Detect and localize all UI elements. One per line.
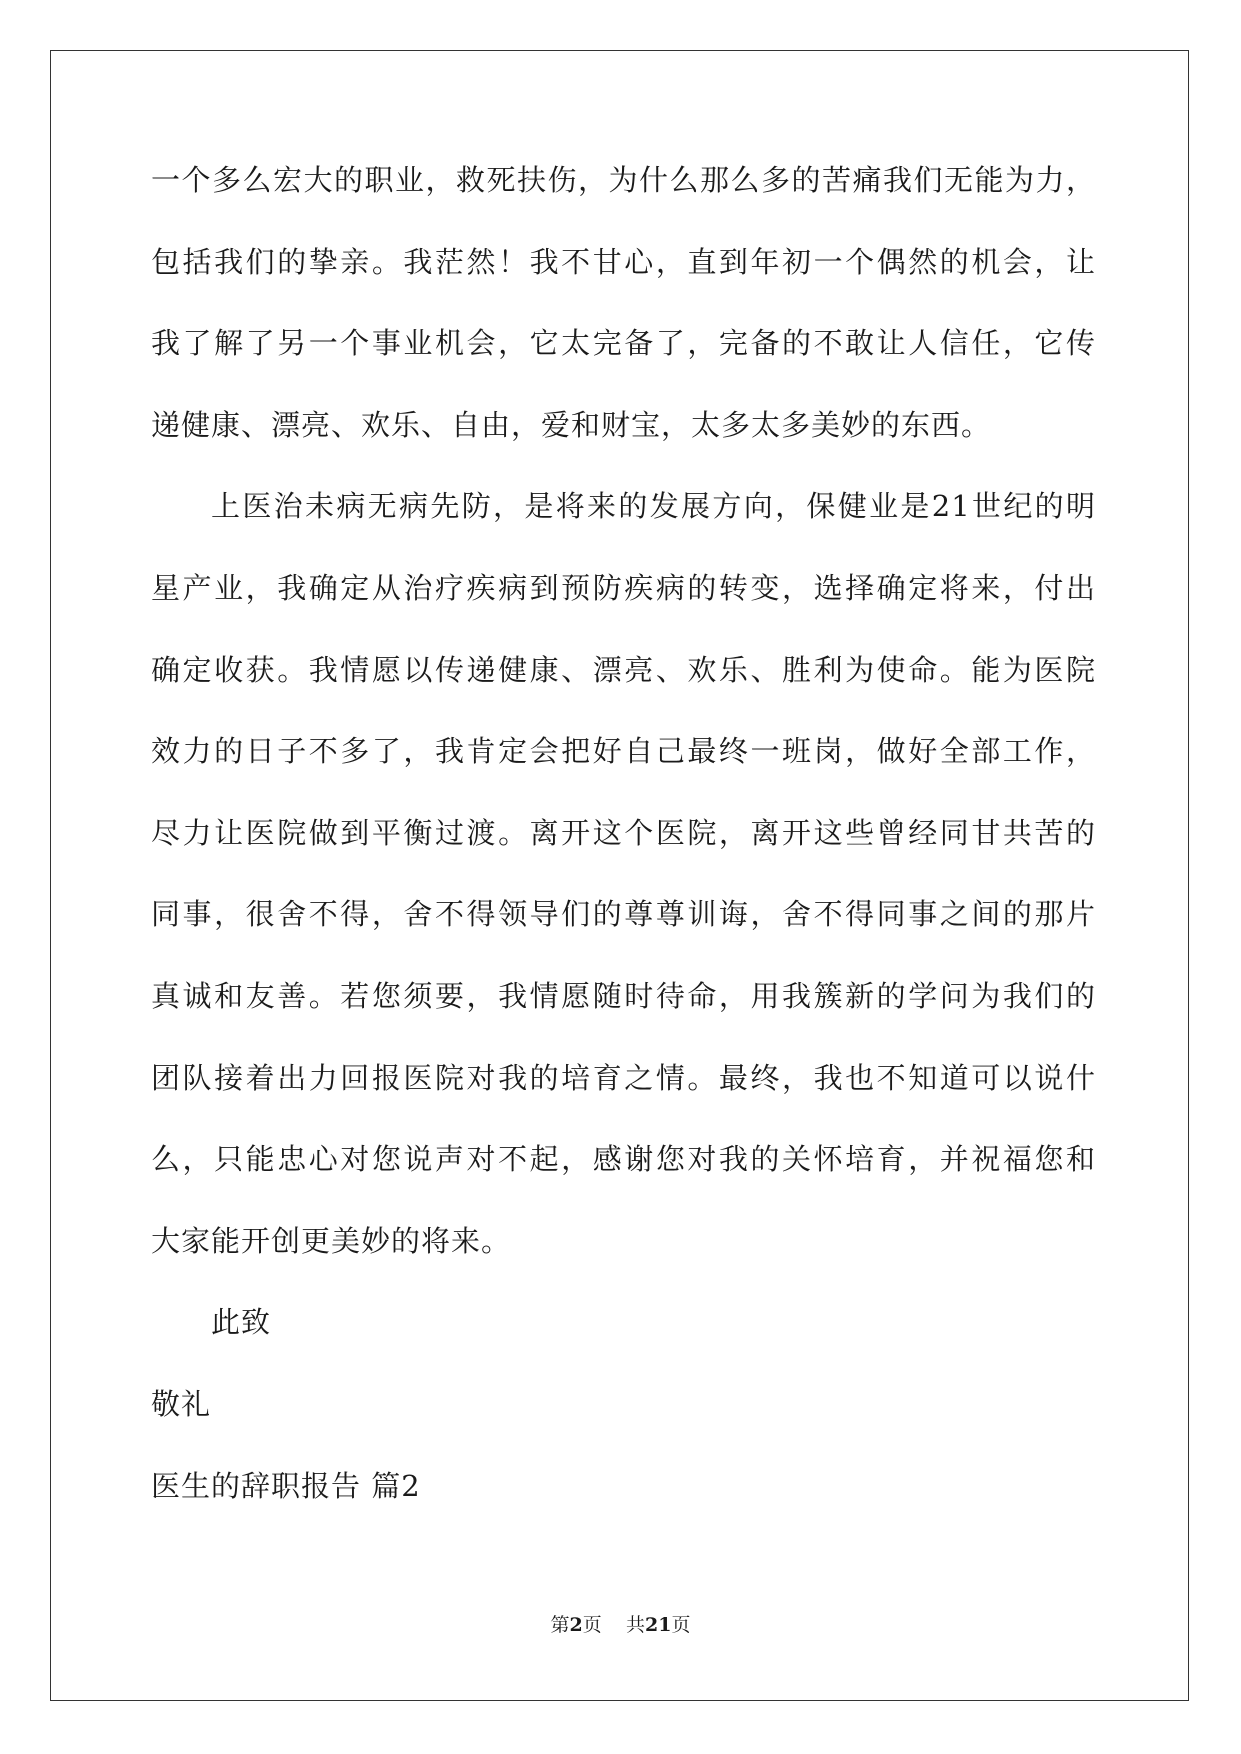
text-line: 递健康、漂亮、欢乐、自由，爱和财宝，太多太多美妙的东西。 — [151, 407, 992, 442]
page-footer — [0, 1610, 1241, 1637]
text-line: 一个多么宏大的职业，救死扶伤，为什么那么多的苦痛我们无能为力， — [151, 163, 1096, 197]
footer-page-unit: 页 — [582, 1614, 602, 1636]
text-line: 星产业，我确定从治疗疾病到预防疾病的转变，选择确定将来，付出 — [151, 570, 1096, 605]
current-page-number: 2 — [569, 1614, 583, 1636]
section-title: 医生的辞职报告 篇2 — [151, 1468, 421, 1503]
text-line: 上医治未病无病先防，是将来的发展方向，保健业是21世纪的明 — [211, 489, 1096, 524]
salutation-text: 敬礼 — [151, 1386, 212, 1421]
text-line: 尽力让医院做到平衡过渡。离开这个医院，离开这些曾经同甘共苦的 — [151, 815, 1096, 850]
text-line: 效力的日子不多了，我肯定会把好自己最终一班岗，做好全部工作， — [151, 734, 1096, 769]
footer-prefix: 第 — [550, 1614, 570, 1636]
total-page-count: 21 — [644, 1614, 672, 1636]
text-line: 团队接着出力回报医院对我的培育之情。最终，我也不知道可以说什 — [151, 1060, 1096, 1095]
text-line: 我了解了另一个事业机会，它太完备了，完备的不敢让人信任，它传 — [151, 326, 1096, 361]
text-line: 么，只能忠心对您说声对不起，感谢您对我的关怀培育，并祝福您和 — [151, 1142, 1096, 1177]
closing-text: 此致 — [211, 1305, 272, 1340]
footer-total-unit: 页 — [671, 1614, 691, 1636]
text-line: 同事，很舍不得，舍不得领导们的尊尊训诲，舍不得同事之间的那片 — [151, 897, 1096, 932]
footer-total-prefix: 共 — [625, 1614, 645, 1636]
text-line: 真诚和友善。若您须要，我情愿随时待命，用我簇新的学问为我们的 — [151, 978, 1096, 1013]
text-line: 包括我们的挚亲。我茫然！我不甘心，直到年初一个偶然的机会，让 — [151, 244, 1096, 279]
text-line: 大家能开创更美妙的将来。 — [151, 1223, 512, 1258]
document-body — [151, 160, 1096, 1547]
text-line: 确定收获。我情愿以传递健康、漂亮、欢乐、胜利为使命。能为医院 — [151, 652, 1096, 687]
